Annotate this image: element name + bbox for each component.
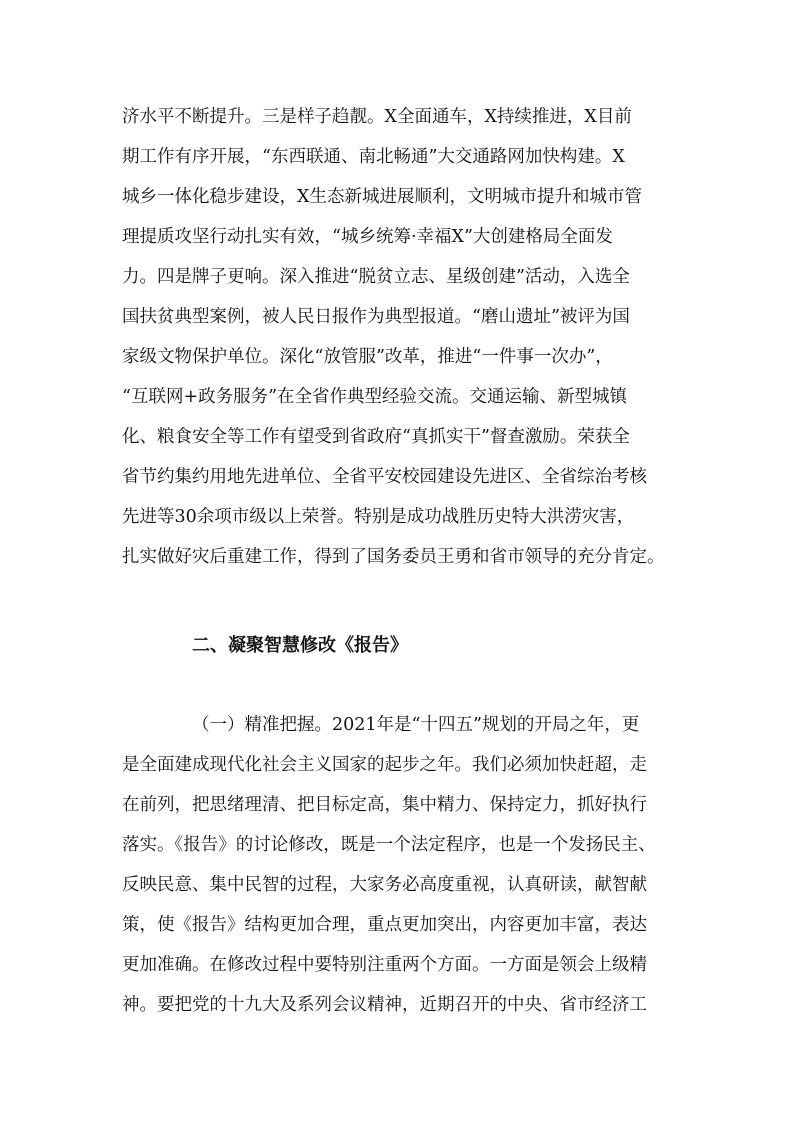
paragraph-line: 国扶贫典型案例，被人民日报作为典型报道。“磨山遗址”被评为国 (122, 307, 630, 327)
paragraph-line: 更加准确。在修改过程中要特别注重两个方面。一方面是领会上级精 (122, 955, 647, 975)
paragraph-line: （一）精准把握。2021年是“十四五”规划的开局之年，更 (192, 715, 640, 735)
paragraph-line: 是全面建成现代化社会主义国家的起步之年。我们必须加快赶超，走 (122, 755, 647, 775)
paragraph-line: 期工作有序开展，“东西联通、南北畅通”大交通路网加快构建。X (122, 147, 625, 167)
paragraph-line: 神。要把党的十九大及系列会议精神，近期召开的中央、省市经济工 (122, 995, 647, 1015)
paragraph-line: 力。四是牌子更响。深入推进“脱贫立志、星级创建”活动，入选全 (122, 267, 630, 287)
paragraph-line: 化、粮食安全等工作有望受到省政府“真抓实干”督查激励。荣获全 (122, 427, 630, 447)
section-heading: 二、凝聚智慧修改《报告》 (192, 635, 408, 656)
paragraph-line: 济水平不断提升。三是样子趋靓。X全面通车，X持续推进，X目前 (122, 107, 632, 127)
paragraph-line: 省节约集约用地先进单位、全省平安校园建设先进区、全省综治考核 (122, 467, 647, 487)
paragraph-line: “互联网+政务服务”在全省作典型经验交流。交通运输、新型城镇 (122, 387, 628, 407)
paragraph-line: 先进等30余项市级以上荣誉。特别是成功战胜历史特大洪涝灾害， (122, 507, 635, 527)
paragraph-line: 家级文物保护单位。深化“放管服”改革，推进“一件事一次办”， (122, 347, 613, 367)
paragraph-line: 策，使《报告》结构更加合理，重点更加突出，内容更加丰富，表达 (122, 915, 647, 935)
paragraph-line: 反映民意、集中民智的过程，大家务必高度重视，认真研读，献智献 (122, 875, 647, 895)
paragraph-line: 在前列，把思绪理清、把目标定高，集中精力、保持定力，抓好执行 (122, 795, 647, 815)
paragraph-line: 落实。《报告》的讨论修改，既是一个法定程序，也是一个发扬民主、 (122, 835, 656, 855)
paragraph-line: 城乡一体化稳步建设，X生态新城进展顺利，文明城市提升和城市管 (122, 187, 642, 207)
paragraph-line: 理提质攻坚行动扎实有效，“城乡统筹·幸福X”大创建格局全面发 (122, 227, 613, 247)
paragraph-line: 扎实做好灾后重建工作，得到了国务委员王勇和省市领导的充分肯定。 (122, 547, 665, 567)
